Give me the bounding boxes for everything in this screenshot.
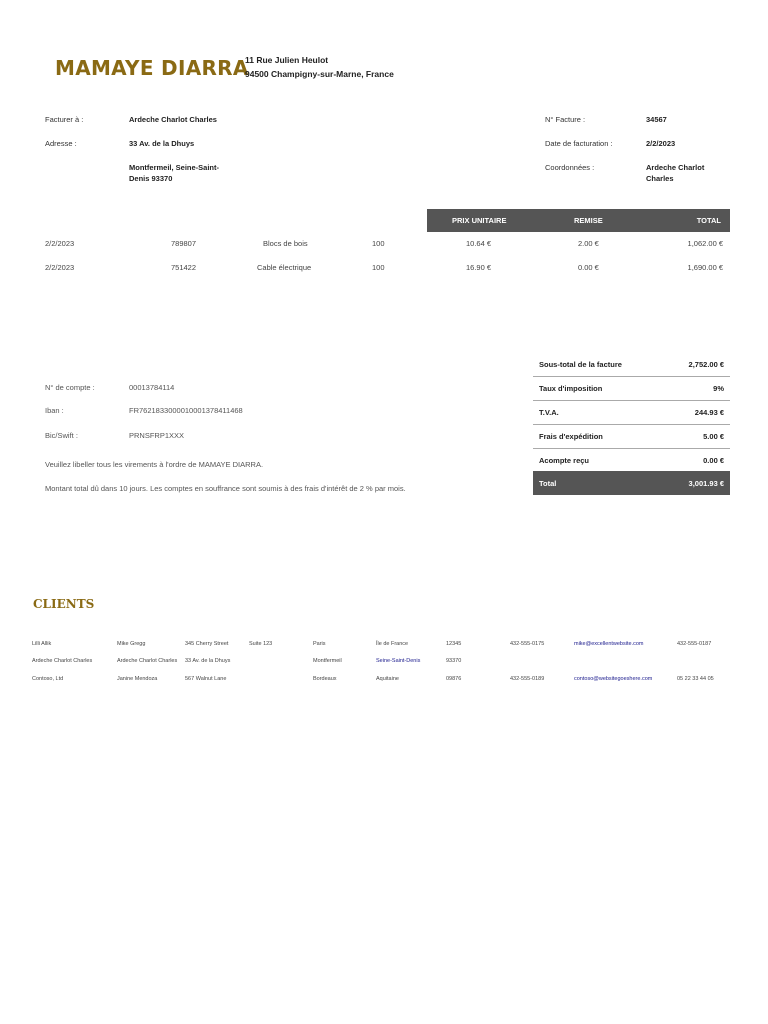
company-address-line1: 11 Rue Julien Heulot: [245, 55, 329, 65]
row-quantity: 100: [372, 239, 385, 248]
client-contact: Mike Gregg: [117, 641, 146, 647]
bill-to-name: Ardeche Charlot Charles: [129, 115, 217, 124]
client-city: Montfermeil: [313, 658, 342, 664]
row-date: 2/2/2023: [45, 239, 75, 248]
row-quantity: 100: [372, 263, 385, 272]
row-unit-price: 10.64 €: [466, 239, 492, 248]
row-unit-price: 16.90 €: [466, 263, 492, 272]
bic-label: Bic/Swift :: [45, 431, 78, 440]
client-street: 345 Cherry Street: [185, 641, 229, 647]
account-label: N° de compte :: [45, 383, 95, 392]
contact-line2: Charles: [646, 174, 674, 183]
client-contact: Janine Mendoza: [117, 676, 158, 682]
iban-value: FR7621833000010001378411468: [129, 406, 243, 415]
summary-label: Total: [539, 479, 557, 488]
summary-value: 5.00 €: [703, 432, 724, 441]
bill-to-label: Facturer à :: [45, 115, 84, 124]
contact-line1: Ardeche Charlot: [646, 163, 705, 172]
invoice-date: 2/2/2023: [646, 139, 676, 148]
row-discount: 2.00 €: [578, 239, 599, 248]
company-address-line2: 94500 Champigny-sur-Marne, France: [245, 69, 394, 79]
summary-subtotal: [533, 352, 730, 377]
client-fax: 432-555-0187: [677, 641, 712, 647]
client-suite: Suite 123: [249, 641, 273, 647]
row-total: 1,690.00 €: [687, 263, 723, 272]
client-company: Lilli Allik: [32, 641, 52, 647]
client-contact: Ardeche Charlot Charles: [117, 658, 178, 664]
client-email-link[interactable]: contoso@websitegoeshere.com: [574, 676, 653, 682]
header-unit-price: PRIX UNITAIRE: [452, 216, 507, 225]
client-fax: 05 22 33 44 05: [677, 676, 714, 682]
client-postal-code: 93370: [446, 658, 462, 664]
client-region: Aquitaine: [376, 676, 399, 682]
row-description: Blocs de bois: [263, 239, 308, 248]
client-postal-code: 09876: [446, 676, 462, 682]
client-region-link[interactable]: Seine-Saint-Denis: [376, 658, 421, 664]
row-code: 751422: [171, 263, 197, 272]
company-name: MAMAYE DIARRA: [55, 56, 249, 80]
header-discount: REMISE: [574, 216, 603, 225]
row-description: Cable électrique: [257, 263, 312, 272]
invoice-number-label: N° Facture :: [545, 115, 586, 124]
bic-value: PRNSFRP1XXX: [129, 431, 185, 440]
iban-label: Iban :: [45, 406, 64, 415]
client-postal-code: 12345: [446, 641, 462, 647]
summary-value: 244.93 €: [694, 408, 724, 417]
client-street: 567 Walnut Lane: [185, 676, 227, 682]
summary-shipping: [533, 424, 730, 449]
row-date: 2/2/2023: [45, 263, 75, 272]
summary-label: Acompte reçu: [539, 456, 590, 465]
summary-label: Frais d'expédition: [539, 432, 603, 441]
summary-vat: [533, 400, 730, 425]
summary-value: 2,752.00 €: [688, 360, 724, 369]
row-code: 789807: [171, 239, 197, 248]
account-number: 00013784114: [129, 383, 175, 392]
contact-label: Coordonnées :: [545, 163, 595, 172]
header-total: TOTAL: [696, 216, 721, 225]
invoice-date-label: Date de facturation :: [545, 139, 613, 148]
client-street: 33 Av. de la Dhuys: [185, 658, 231, 664]
clients-title: CLIENTS: [33, 597, 95, 611]
summary-label: Sous-total de la facture: [539, 360, 622, 369]
address-line2b: Denis 93370: [129, 174, 173, 183]
summary-value: 3,001.93 €: [688, 479, 724, 488]
row-discount: 0.00 €: [578, 263, 599, 272]
client-email-link[interactable]: mike@excellentwebsite.com: [574, 641, 644, 647]
address-line1: 33 Av. de la Dhuys: [129, 139, 195, 148]
payment-note: Veuillez libeller tous les virements à l'ordre de MAMAYE DIARRA.: [45, 460, 264, 469]
client-company: Contoso, Ltd: [32, 676, 64, 682]
summary-deposit: [533, 448, 730, 473]
address-line2a: Montfermeil, Seine-Saint-: [129, 163, 220, 172]
client-city: Bordeaux: [313, 676, 337, 682]
summary-label: T.V.A.: [539, 408, 559, 417]
summary-value: 0.00 €: [703, 456, 724, 465]
row-total: 1,062.00 €: [687, 239, 723, 248]
summary-total: [533, 471, 730, 495]
summary-tax-rate: [533, 376, 730, 401]
client-phone: 432-555-0189: [510, 676, 545, 682]
summary-value: 9%: [713, 384, 724, 393]
client-phone: 432-555-0175: [510, 641, 545, 647]
client-company: Ardeche Charlot Charles: [32, 658, 93, 664]
client-region: Île de France: [376, 641, 409, 647]
invoice-number: 34567: [646, 115, 667, 124]
terms-note: Montant total dû dans 10 jours. Les comptes en souffrance sont soumis à des frais d'intérêt de 2 % par mois.: [45, 484, 406, 493]
summary-label: Taux d'imposition: [539, 384, 603, 393]
client-city: Paris: [313, 641, 326, 647]
address-label: Adresse :: [45, 139, 77, 148]
